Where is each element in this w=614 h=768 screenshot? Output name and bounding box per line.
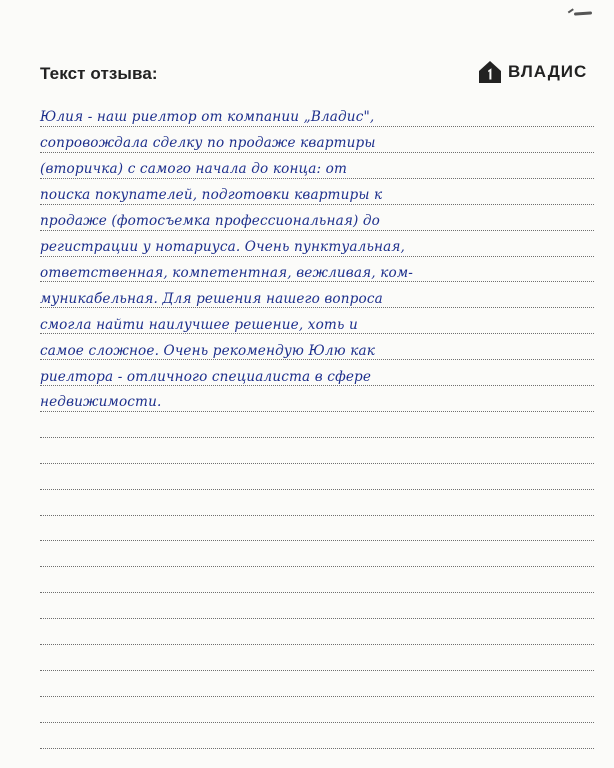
ruled-line (40, 540, 594, 541)
ruled-line (40, 385, 594, 386)
review-line: (вторичка) с самого начала до конца: от (40, 161, 348, 177)
logo-text: ВЛАДИС (508, 62, 588, 81)
review-line: поиска покупателей, подготовки квартиры к (40, 187, 383, 203)
ruled-line (40, 333, 594, 334)
review-line: недвижимости. (40, 394, 162, 410)
ruled-line (40, 437, 594, 438)
ruled-line (40, 696, 594, 697)
ruled-line (40, 281, 594, 282)
ruled-line (40, 566, 594, 567)
ruled-line (40, 722, 594, 723)
ruled-line (40, 670, 594, 671)
review-line: Юлия - наш риелтор от компании „Владис", (40, 109, 375, 125)
ruled-line (40, 463, 594, 464)
ruled-line (40, 411, 594, 412)
review-line: смогла найти наилучшее решение, хоть и (40, 317, 358, 333)
ruled-line (40, 489, 594, 490)
ruled-line (40, 152, 594, 153)
ruled-line (40, 204, 594, 205)
review-line: самое сложное. Очень рекомендую Юлю как (40, 343, 376, 359)
ruled-line (40, 618, 594, 619)
ruled-line (40, 592, 594, 593)
ruled-line (40, 256, 594, 257)
ruled-line (40, 307, 594, 308)
ruled-line (40, 230, 594, 231)
review-line: риелтора - отличного специалиста в сфере (40, 369, 372, 385)
review-line: продаже (фотосъемка профессиональная) до (40, 213, 381, 229)
review-line: ответственная, компетентная, вежливая, ком- (40, 265, 413, 281)
ruled-line (40, 178, 594, 179)
ruled-line (40, 515, 594, 516)
review-line: муникабельная. Для решения нашего вопроса (40, 291, 383, 307)
ruled-line (40, 126, 594, 127)
review-line: регистрации у нотариуса. Очень пунктуальная, (40, 239, 405, 255)
form-title: Текст отзыва: (40, 64, 158, 83)
ruled-line (40, 644, 594, 645)
ruled-line (40, 359, 594, 360)
ruled-line (40, 748, 594, 749)
review-line: сопровождала сделку по продаже квартиры (40, 135, 376, 151)
